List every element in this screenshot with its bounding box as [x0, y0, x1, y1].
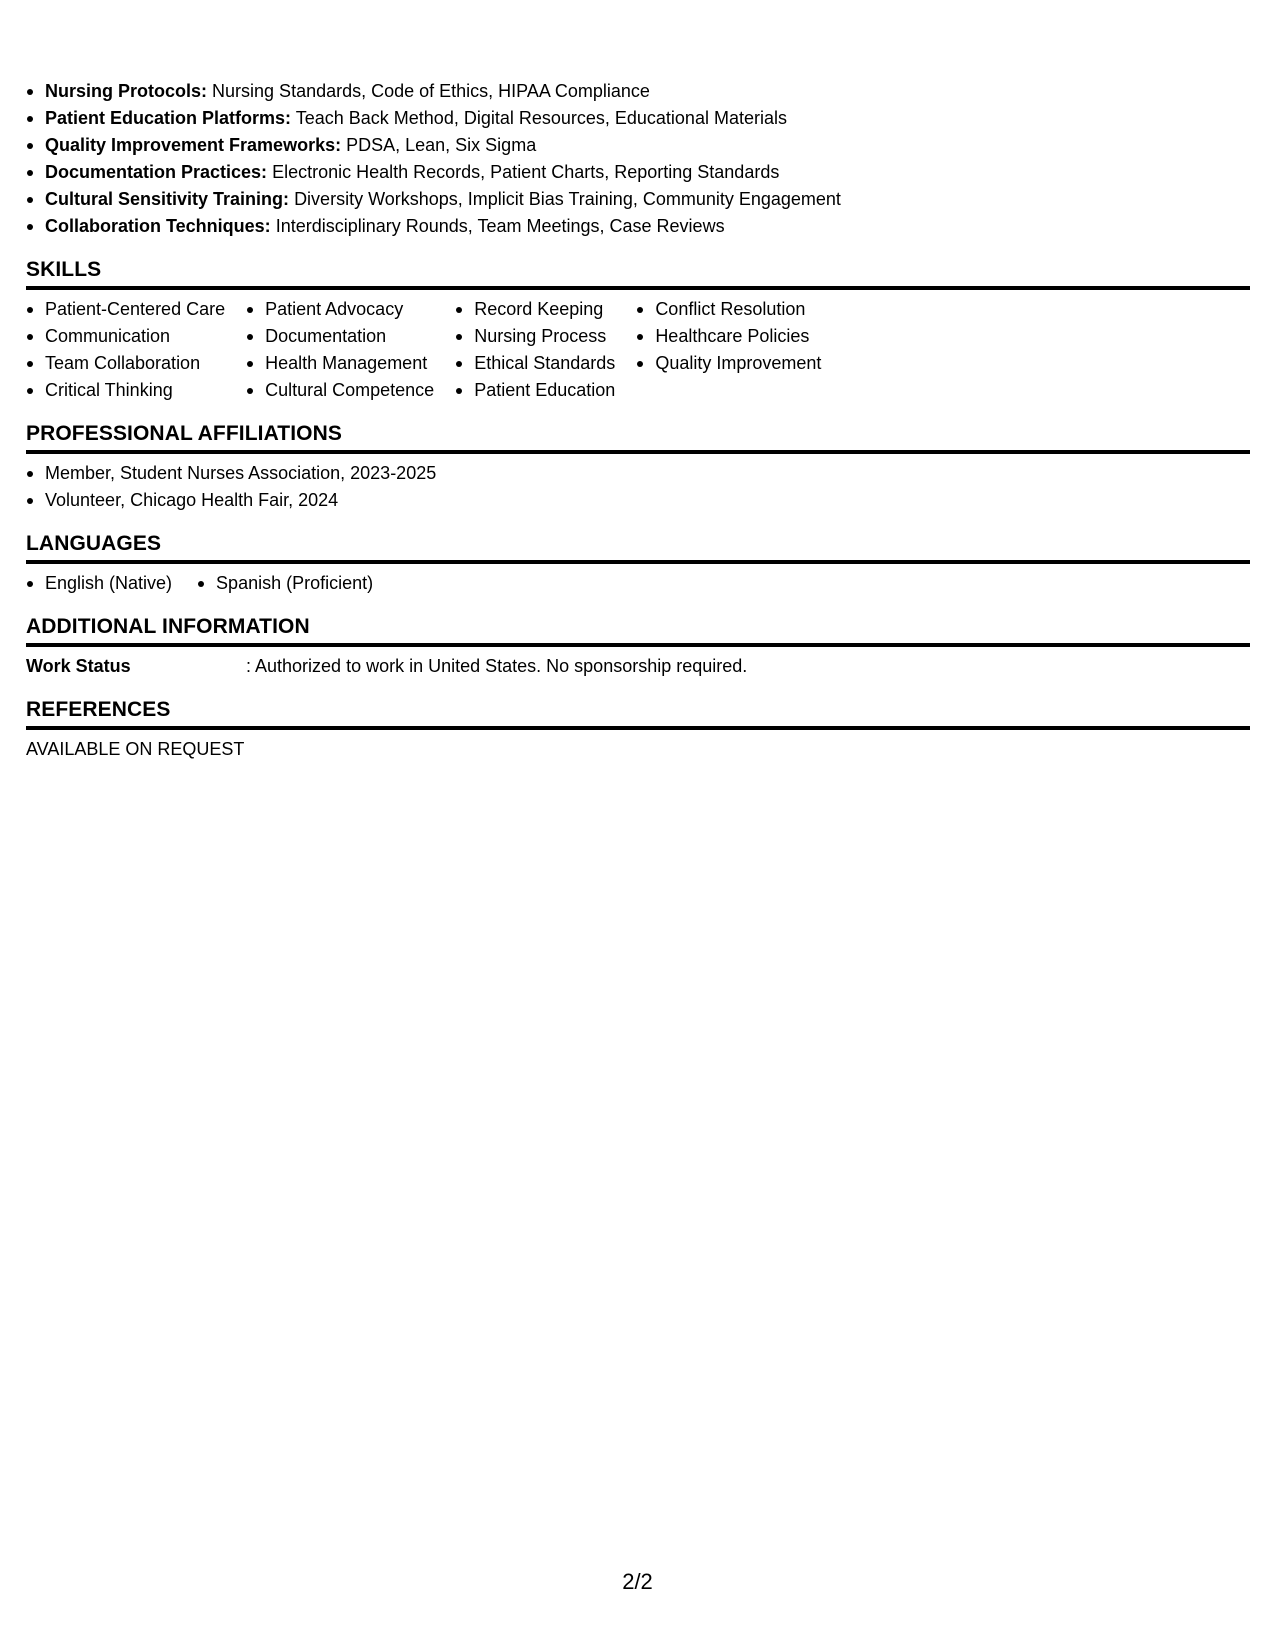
skills-column — [455, 296, 615, 404]
skill-item: Quality Improvement — [636, 350, 821, 377]
tools-category-label: Quality Improvement Frameworks: — [45, 135, 342, 155]
additional-info-section — [26, 614, 1250, 680]
section-title: ADDITIONAL INFORMATION — [26, 615, 310, 638]
section-title: SKILLS — [26, 258, 102, 281]
skills-column — [26, 296, 225, 404]
tools-category-value: Nursing Standards, Code of Ethics, HIPAA Compliance — [212, 81, 650, 101]
work-status-value: : Authorized to work in United States. No sponsorship required. — [246, 656, 748, 676]
list-item — [26, 78, 1250, 105]
list-item — [26, 132, 1250, 159]
language-item: English (Native) — [26, 570, 172, 597]
tools-category-label: Patient Education Platforms: — [45, 108, 292, 128]
tools-category-value: Diversity Workshops, Implicit Bias Training, Community Engagement — [294, 189, 841, 209]
list-item — [26, 159, 1250, 186]
skills-section — [26, 257, 1250, 404]
skill-item: Patient Education — [455, 377, 615, 404]
skill-item: Conflict Resolution — [636, 296, 821, 323]
tools-category-value: PDSA, Lean, Six Sigma — [346, 135, 537, 155]
skill-item: Patient Advocacy — [246, 296, 434, 323]
skill-item: Critical Thinking — [26, 377, 225, 404]
tools-category-label: Cultural Sensitivity Training: — [45, 189, 290, 209]
section-divider — [26, 450, 1250, 454]
skill-item: Healthcare Policies — [636, 323, 821, 350]
tools-category-value: Teach Back Method, Digital Resources, Educational Materials — [295, 108, 787, 128]
skill-item: Patient-Centered Care — [26, 296, 225, 323]
section-title: LANGUAGES — [26, 532, 162, 555]
tools-category-label: Nursing Protocols: — [45, 81, 208, 101]
section-divider — [26, 726, 1250, 730]
skill-item: Ethical Standards — [455, 350, 615, 377]
skills-column — [636, 296, 821, 404]
section-title: PROFESSIONAL AFFILIATIONS — [26, 422, 342, 445]
list-item — [26, 105, 1250, 132]
affiliations-section — [26, 421, 1250, 514]
tools-category-value: Electronic Health Records, Patient Charts, Reporting Standards — [272, 162, 780, 182]
tools-category-label: Documentation Practices: — [45, 162, 268, 182]
section-divider — [26, 286, 1250, 290]
skill-item: Record Keeping — [455, 296, 615, 323]
page-number: 2/2 — [622, 1569, 653, 1594]
section-title: REFERENCES — [26, 698, 171, 721]
section-divider — [26, 643, 1250, 647]
references-text: AVAILABLE ON REQUEST — [26, 739, 245, 759]
affiliation-item: Member, Student Nurses Association, 2023-2025 — [26, 460, 1250, 487]
work-status-label: Work Status — [26, 656, 131, 676]
tools-category-label: Collaboration Techniques: — [45, 216, 271, 236]
skill-item: Communication — [26, 323, 225, 350]
skill-item: Health Management — [246, 350, 434, 377]
references-section — [26, 697, 1250, 763]
language-item: Spanish (Proficient) — [197, 570, 373, 597]
affiliation-item: Volunteer, Chicago Health Fair, 2024 — [26, 487, 1250, 514]
skill-item: Team Collaboration — [26, 350, 225, 377]
skill-item: Cultural Competence — [246, 377, 434, 404]
skills-column — [246, 296, 434, 404]
languages-section — [26, 531, 1250, 597]
tools-category-value: Interdisciplinary Rounds, Team Meetings, Case Reviews — [275, 216, 725, 236]
section-divider — [26, 560, 1250, 564]
affiliations-list — [26, 460, 1250, 514]
work-status-row — [26, 653, 1250, 680]
languages-list — [26, 570, 1250, 597]
list-item — [26, 186, 1250, 213]
resume-content — [26, 78, 1250, 763]
skills-grid — [26, 296, 1250, 404]
list-item — [26, 213, 1250, 240]
skill-item: Documentation — [246, 323, 434, 350]
skill-item: Nursing Process — [455, 323, 615, 350]
tools-list — [26, 78, 1250, 240]
